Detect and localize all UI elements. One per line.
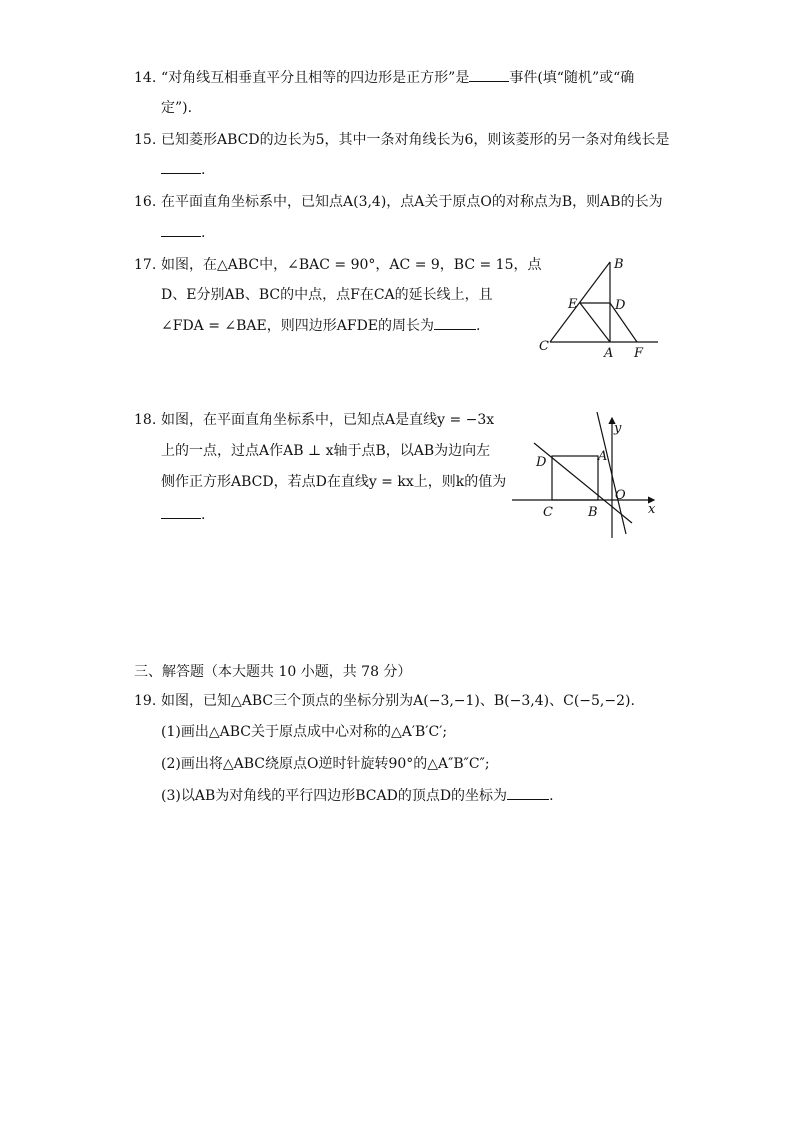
question-text-line: 侧作正方形ABCD，若点D在直线y = kx上，则k的值为 bbox=[161, 474, 507, 490]
question-number: 19. bbox=[134, 693, 157, 709]
point-label: F bbox=[634, 346, 644, 360]
sub-question-1: (1)画出△ABC关于原点成中心对称的△A′B′C′; bbox=[161, 724, 448, 740]
answer-blank[interactable] bbox=[434, 317, 476, 330]
question-text: ∠FDA = ∠BAE，则四边形AFDE的周长为 bbox=[161, 318, 435, 334]
point-label: B bbox=[588, 505, 598, 520]
question-number: 18. bbox=[134, 412, 157, 428]
question-text-line: 已知菱形ABCD的边长为5，其中一条对角线长为6，则该菱形的另一条对角线长是 bbox=[161, 132, 670, 148]
question-text: “对角线互相垂直平分且相等的四边形是正方形”是 bbox=[161, 70, 470, 86]
question-text: . bbox=[201, 162, 206, 178]
answer-blank[interactable] bbox=[161, 161, 201, 174]
axis-label: x bbox=[648, 502, 656, 517]
point-label: E bbox=[568, 297, 578, 312]
answer-blank[interactable] bbox=[507, 787, 549, 800]
point-label: D bbox=[536, 455, 547, 470]
question-text: . bbox=[201, 225, 206, 241]
question-number: 17. bbox=[134, 257, 157, 273]
question-text-line: 如图，在△ABC中，∠BAC = 90°，AC = 9，BC = 15，点 bbox=[161, 257, 542, 273]
answer-blank[interactable] bbox=[161, 506, 201, 519]
point-label: C bbox=[539, 339, 549, 354]
sub-question-3 bbox=[161, 786, 554, 806]
answer-blank[interactable] bbox=[161, 224, 201, 237]
question-text: 事件(填“随机”或“确 bbox=[509, 70, 635, 86]
sub-question-2: (2)画出将△ABC绕原点O逆时针旋转90°的△A″B″C″; bbox=[161, 756, 490, 772]
question-text-line: 如图，在平面直角坐标系中，已知点A是直线y = −3x bbox=[161, 412, 495, 428]
question-text-line bbox=[161, 316, 480, 336]
question-text: . bbox=[476, 318, 481, 334]
question-text-line: 上的一点，过点A作AB ⊥ x轴于点B，以AB为边向左 bbox=[161, 443, 491, 459]
question-text-line bbox=[161, 160, 205, 180]
question-text: . bbox=[201, 507, 206, 523]
point-label: D bbox=[615, 298, 626, 313]
line-ea bbox=[580, 303, 610, 342]
axis-label: y bbox=[614, 421, 622, 436]
question-text-line bbox=[161, 68, 634, 88]
point-label: O bbox=[615, 488, 626, 503]
section-heading: 三、解答题（本大题共 10 小题，共 78 分） bbox=[134, 664, 412, 680]
question-text-line: 如图，已知△ABC三个顶点的坐标分别为A(−3,−1)、B(−3,4)、C(−5,−2). bbox=[161, 693, 635, 709]
question-number: 16. bbox=[134, 194, 157, 210]
question-text: . bbox=[549, 788, 554, 804]
point-label: B bbox=[614, 257, 624, 272]
question-text-line: D、E分别AB、BC的中点，点F在CA的延长线上，且 bbox=[161, 287, 493, 303]
question-text: (3)以AB为对角线的平行四边形BCAD的顶点D的坐标为 bbox=[161, 788, 508, 804]
point-label: A bbox=[598, 449, 608, 464]
question-number: 15. bbox=[134, 132, 157, 148]
answer-blank[interactable] bbox=[469, 69, 509, 82]
question-text-line bbox=[161, 505, 205, 525]
question-number: 14. bbox=[134, 70, 157, 86]
point-label: A bbox=[604, 346, 614, 360]
question-text-line: 在平面直角坐标系中，已知点A(3,4)，点A关于原点O的对称点为B，则AB的长为 bbox=[161, 194, 663, 210]
triangle-figure bbox=[530, 250, 665, 360]
question-text-line: 定”). bbox=[161, 100, 193, 116]
point-label: C bbox=[543, 505, 553, 520]
coordinate-figure bbox=[508, 410, 663, 542]
question-text-line bbox=[161, 223, 205, 243]
